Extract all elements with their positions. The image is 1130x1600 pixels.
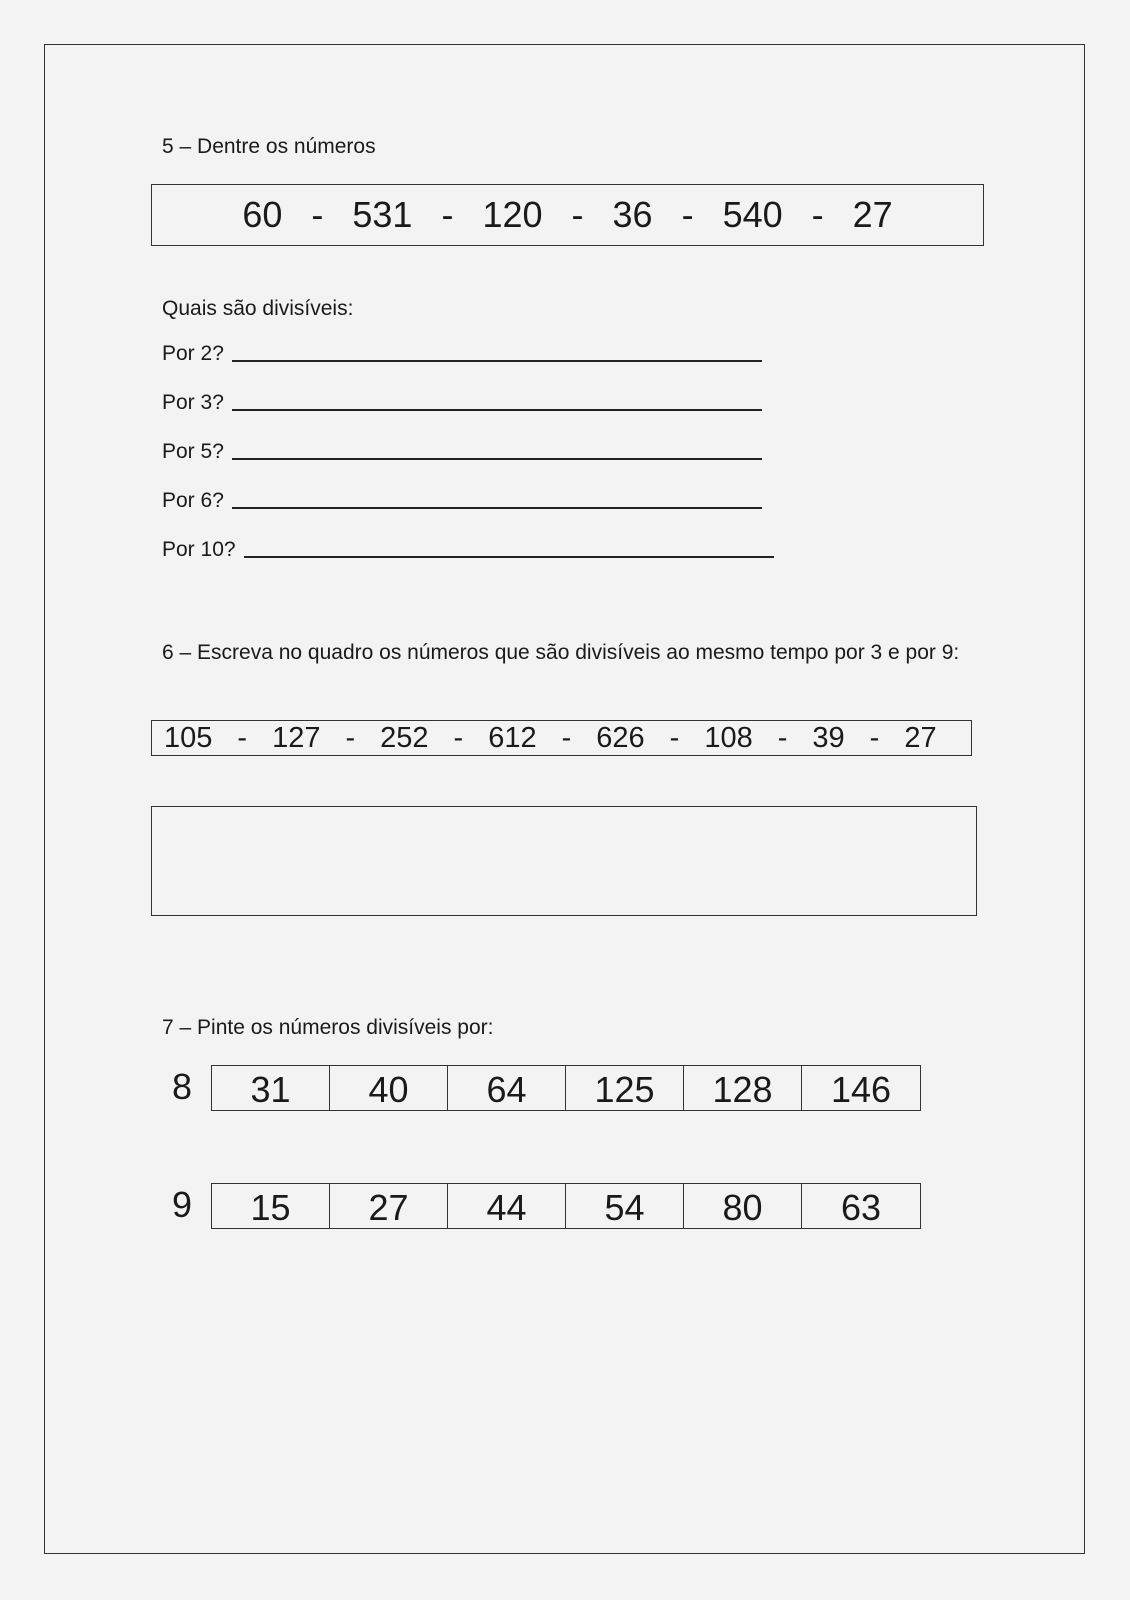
q7-title: 7 – Pinte os números divisíveis por: [162, 1016, 494, 1039]
q5-number: 36 [612, 194, 653, 235]
q7-grid-row [211, 1183, 921, 1229]
q5-prompt: Por 2? [162, 342, 224, 365]
q7-cell[interactable]: 64 [448, 1066, 566, 1110]
q5-title: 5 – Dentre os números [162, 135, 376, 158]
q5-subtitle: Quais são divisíveis: [162, 297, 354, 320]
q5-number: 27 [852, 194, 893, 235]
q6-separator: - [453, 721, 464, 754]
answer-line[interactable] [232, 360, 762, 362]
q7-cell[interactable]: 54 [566, 1184, 684, 1228]
q6-number: 39 [812, 721, 845, 754]
q7-row-label: 9 [172, 1184, 193, 1225]
q6-number: 127 [272, 721, 321, 754]
q5-prompt: Por 6? [162, 489, 224, 512]
q7-cell[interactable]: 27 [330, 1184, 448, 1228]
q5-number: 120 [482, 194, 543, 235]
q7-cell[interactable]: 146 [830, 1069, 892, 1110]
q6-number: 626 [596, 721, 645, 754]
q6-answer-box[interactable] [151, 806, 977, 916]
q7-cell[interactable]: 63 [840, 1187, 882, 1228]
answer-line[interactable] [232, 458, 762, 460]
q5-answer-row [162, 538, 774, 562]
q5-number: 531 [352, 194, 413, 235]
q6-separator: - [345, 721, 356, 754]
q5-separator: - [441, 194, 454, 235]
q6-separator: - [237, 721, 248, 754]
q7-cell[interactable]: 128 [684, 1066, 802, 1110]
q5-separator: - [811, 194, 824, 235]
q5-answer-row [162, 489, 762, 513]
q6-number: 105 [164, 721, 213, 754]
q5-answer-row [162, 342, 762, 366]
answer-line[interactable] [232, 409, 762, 411]
q7-cell[interactable]: 40 [330, 1066, 448, 1110]
q6-title: 6 – Escreva no quadro os números que são divisíveis ao mesmo tempo por 3 e por 9: [162, 641, 960, 664]
q7-cell[interactable]: 31 [212, 1066, 330, 1110]
q5-number: 60 [242, 194, 283, 235]
q6-number: 612 [488, 721, 537, 754]
q5-prompt: Por 3? [162, 391, 224, 414]
q7-row-label: 8 [172, 1066, 193, 1107]
q5-number: 540 [722, 194, 783, 235]
q7-grid-row [211, 1065, 921, 1111]
q5-answer-row [162, 391, 762, 415]
q6-separator: - [869, 721, 880, 754]
q5-number-box [151, 184, 984, 246]
q6-separator: - [561, 721, 572, 754]
q6-separator: - [669, 721, 680, 754]
q6-number: 252 [380, 721, 429, 754]
q5-separator: - [681, 194, 694, 235]
q5-prompt: Por 10? [162, 538, 236, 561]
q6-number: 27 [904, 721, 937, 754]
q5-separator: - [311, 194, 324, 235]
q6-number: 108 [704, 721, 753, 754]
q6-separator: - [777, 721, 788, 754]
q7-cell[interactable]: 15 [212, 1184, 330, 1228]
answer-line[interactable] [232, 507, 762, 509]
q7-cell[interactable]: 44 [448, 1184, 566, 1228]
q7-cell[interactable]: 125 [566, 1066, 684, 1110]
q5-separator: - [571, 194, 584, 235]
q5-answer-row [162, 440, 762, 464]
q7-cell[interactable]: 80 [684, 1184, 802, 1228]
answer-line[interactable] [244, 556, 774, 558]
worksheet-page [44, 44, 1085, 1554]
q5-prompt: Por 5? [162, 440, 224, 463]
q6-number-box [151, 720, 972, 756]
